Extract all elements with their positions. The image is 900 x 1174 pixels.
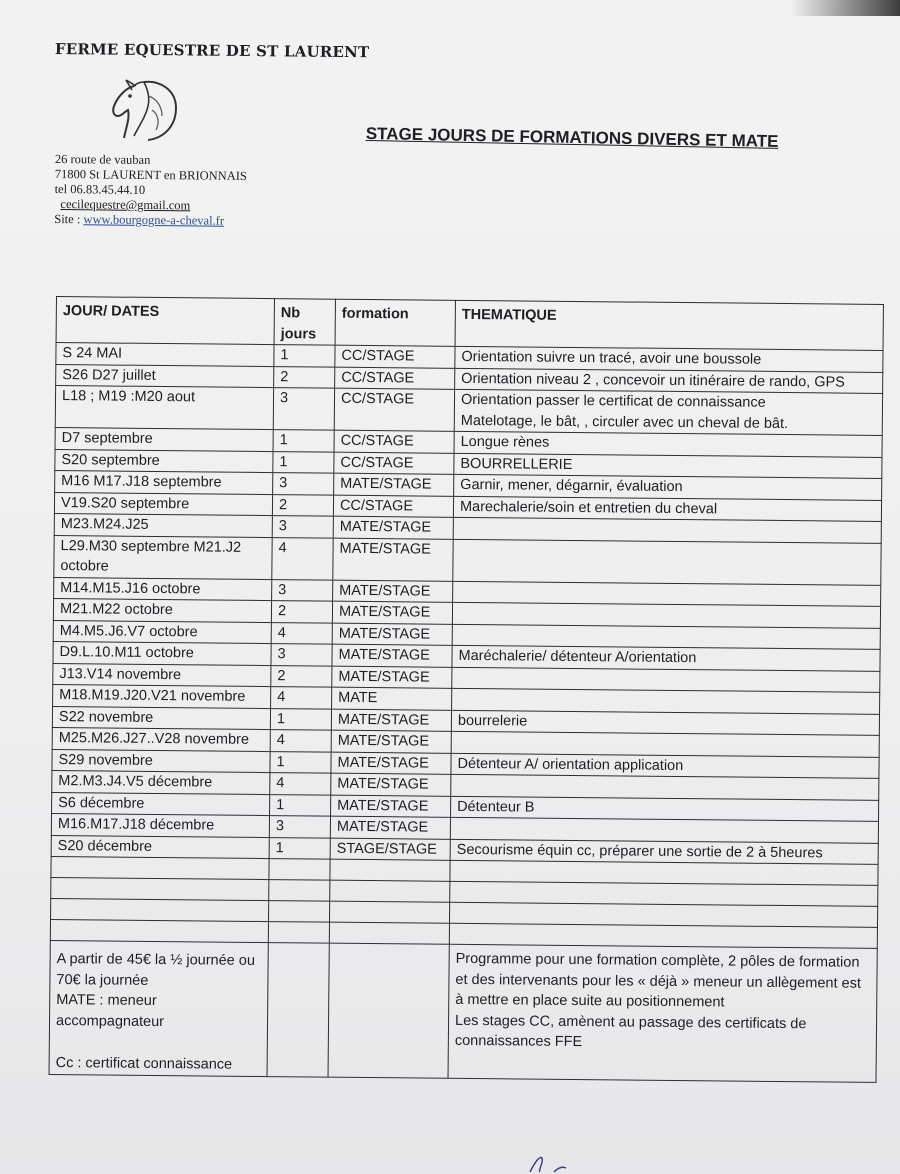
cell-formation: MATE/STAGE (332, 644, 452, 667)
site-line (54, 212, 246, 229)
cell-nb: 1 (273, 430, 334, 452)
cell-formation: MATE/STAGE (333, 580, 453, 603)
page-corner-shadow (790, 0, 900, 16)
cell-nb: 4 (270, 773, 331, 795)
cell-nb: 1 (270, 794, 331, 816)
cell-day: L18 ; M19 :M20 aout (55, 386, 273, 430)
cell-day: S 24 MAI (56, 343, 274, 367)
schedule-table (49, 296, 884, 1082)
cell-day: L29.M30 septembre M21.J2 octobre (54, 535, 272, 579)
cell-nb: 2 (272, 494, 333, 516)
cell-nb: 2 (271, 601, 332, 623)
cell-formation: CC/STAGE (333, 495, 453, 518)
empty-cell (269, 880, 330, 902)
cell-formation: STAGE/STAGE (330, 838, 450, 861)
header-nb-line2: jours (280, 325, 317, 342)
cell-day: M25.M26.J27..V28 novembre (52, 727, 270, 751)
phone-line: tel 06.83.45.44.10 (54, 181, 146, 197)
cell-nb: 4 (271, 687, 332, 709)
cell-formation: CC/STAGE (334, 430, 454, 453)
cell-day: S6 décembre (52, 792, 270, 816)
cell-nb: 4 (272, 537, 333, 580)
cell-nb: 1 (274, 345, 335, 367)
cell-theme: Détenteur B (451, 796, 879, 822)
cell-day: M16 M17.J18 septembre (55, 470, 273, 494)
cell-theme (453, 539, 881, 585)
empty-cell (328, 943, 449, 1078)
site-link[interactable]: www.bourgogne-a-cheval.fr (83, 212, 225, 228)
header-nb-line1: Nb (280, 305, 301, 322)
empty-cell (50, 919, 268, 942)
cell-nb: 3 (273, 388, 334, 431)
cell-day: M21.M22 octobre (53, 598, 271, 622)
cell-day: D7 septembre (55, 427, 273, 451)
address-line: 71800 St LAURENT en BRIONNAIS (54, 166, 247, 184)
cell-formation: MATE/STAGE (332, 601, 452, 624)
empty-cell (51, 856, 269, 879)
farm-name: FERME EQUESTRE DE ST LAURENT (54, 40, 370, 62)
address-block (54, 152, 247, 229)
cell-nb: 1 (269, 837, 330, 859)
cell-formation: MATE/STAGE (331, 773, 451, 796)
cell-nb: 2 (271, 665, 332, 687)
price-note: A partir de 45€ la ½ journée ou 70€ la journée (56, 951, 256, 989)
pen-scribble-icon (510, 1150, 580, 1174)
cell-theme: Longue rènes (454, 431, 882, 457)
cell-nb: 2 (274, 366, 335, 388)
cell-nb: 3 (272, 579, 333, 601)
cell-nb: 1 (270, 708, 331, 730)
cell-formation: MATE/STAGE (330, 816, 450, 839)
empty-cell (330, 859, 450, 881)
empty-cell (51, 898, 269, 921)
empty-cell (269, 901, 330, 923)
programme-note: Programme pour une formation complète, 2 pôles de formation et des intervenants pour les « déjà » meneur un allègement est à mettre en place suite au positionnement (455, 950, 861, 1011)
cell-formation: MATE/STAGE (333, 538, 453, 581)
cell-theme: Maréchalerie/ détenteur A/orientation (452, 645, 880, 671)
cell-day: M16.M17.J18 décembre (51, 813, 269, 837)
empty-cell (267, 943, 329, 1077)
cell-formation: CC/STAGE (334, 388, 454, 431)
theme-line: Orientation passer le certificat de connaissance (460, 391, 766, 411)
cell-day: J13.V14 novembre (53, 663, 271, 687)
cell-day: S20 septembre (55, 449, 273, 473)
cell-theme (454, 389, 882, 435)
address-line: 26 route de vauban (54, 152, 151, 167)
cell-day: D9.L.10.M11 octobre (53, 641, 271, 665)
cell-theme: Marechalerie/soin et entretien du cheval (453, 496, 881, 522)
cell-formation: MATE/STAGE (331, 730, 451, 753)
horse-head-logo-icon (104, 76, 182, 146)
cell-day: S20 décembre (51, 835, 269, 859)
empty-cell (268, 922, 329, 944)
cell-formation: MATE/STAGE (333, 516, 453, 539)
header-nb-days (274, 299, 335, 346)
cell-day: M4.M5.J6.V7 octobre (53, 620, 271, 644)
cell-theme: Orientation niveau 2 , concevoir un itinéraire de rando, GPS (455, 368, 883, 394)
notes-row (49, 940, 877, 1081)
cell-nb: 4 (271, 622, 332, 644)
site-label: Site : (54, 211, 84, 227)
cell-theme: Orientation suivre un tracé, avoir une boussole (455, 346, 883, 372)
cc-definition: Cc : certificat connaissance (55, 1055, 233, 1073)
cell-formation: MATE/STAGE (334, 473, 454, 496)
empty-cell (330, 901, 450, 923)
cell-formation: CC/STAGE (334, 452, 454, 475)
cell-day: M23.M24.J25 (54, 513, 272, 537)
schedule-table-wrapper (49, 296, 884, 1082)
table-header-row (56, 297, 883, 351)
empty-cell (330, 880, 450, 902)
cell-nb: 3 (273, 473, 334, 495)
theme-line: Matelotage, le bât, , circuler avec un cheval de bât. (460, 412, 789, 432)
cell-formation: MATE/STAGE (331, 709, 451, 732)
cell-formation: MATE (332, 687, 452, 710)
cell-theme: bourrelerie (451, 710, 879, 736)
cell-nb: 3 (271, 644, 332, 666)
header-theme: THEMATIQUE (455, 300, 883, 350)
cell-day: S22 novembre (52, 706, 270, 730)
cell-formation: CC/STAGE (335, 345, 455, 368)
cell-theme: Garnir, mener, dégarnir, évaluation (454, 474, 882, 500)
cc-stage-note: Les stages CC, amènent au passage des certificats de connaissances FFE (454, 1012, 807, 1051)
cell-nb: 3 (272, 516, 333, 538)
cell-formation: MATE/STAGE (331, 752, 451, 775)
header-day: JOUR/ DATES (56, 297, 274, 345)
header-formation: formation (335, 299, 455, 346)
notes-left-cell (49, 940, 268, 1076)
cell-day: S29 novembre (52, 749, 270, 773)
cell-theme: BOURRELLERIE (454, 453, 882, 479)
cell-nb: 1 (270, 751, 331, 773)
notes-right-cell (448, 944, 877, 1082)
cell-formation: CC/STAGE (335, 367, 455, 390)
cell-theme: Détenteur A/ orientation application (451, 753, 879, 779)
cell-nb: 3 (269, 816, 330, 838)
cell-theme: Secourisme équin cc, préparer une sortie de 2 à 5heures (450, 839, 878, 865)
cell-day: S26 D27 juillet (56, 364, 274, 388)
email-link[interactable]: cecilequestre@gmail.com (60, 197, 191, 213)
cell-day: V19.S20 septembre (54, 492, 272, 516)
cell-formation: MATE/STAGE (332, 623, 452, 646)
cell-nb: 4 (270, 730, 331, 752)
mate-definition: MATE : meneur accompagnateur (55, 992, 165, 1030)
document-title: STAGE JOURS DE FORMATIONS DIVERS ET MATE (365, 124, 779, 151)
cell-nb: 1 (273, 451, 334, 473)
cell-formation: MATE/STAGE (332, 666, 452, 689)
cell-day: M18.M19.J20.V21 novembre (53, 684, 271, 708)
cell-formation: MATE/STAGE (331, 795, 451, 818)
empty-cell (51, 877, 269, 900)
cell-day: M2.M3.J4.V5 décembre (52, 770, 270, 794)
cell-day: M14.M15.J16 octobre (54, 577, 272, 601)
empty-cell (269, 859, 330, 881)
empty-cell (329, 922, 449, 944)
